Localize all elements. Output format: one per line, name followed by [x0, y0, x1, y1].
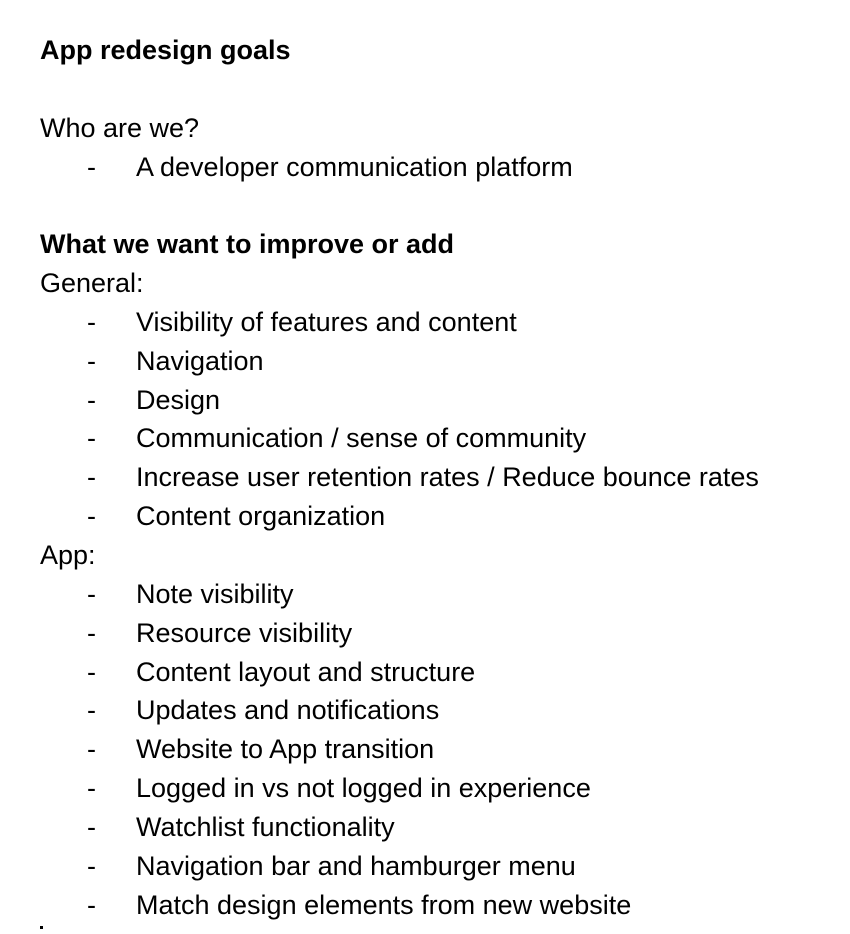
document-body [40, 31, 840, 924]
bullet-dash: - [87, 578, 96, 609]
list-item [40, 497, 840, 536]
bullet-dash: - [87, 734, 96, 765]
list-item [40, 847, 840, 886]
general-label: General: [40, 268, 144, 299]
list-item-text: Website to App transition [136, 734, 435, 765]
list-item-text: Visibility of features and content [136, 306, 517, 337]
list-item [40, 886, 840, 925]
who-heading: Who are we? [40, 112, 200, 143]
list-item-text: Content organization [136, 501, 386, 532]
list-item [40, 303, 840, 342]
general-list [40, 303, 840, 536]
bullet-dash: - [87, 345, 96, 376]
list-item-text: Navigation bar and hamburger menu [136, 850, 576, 881]
list-item [40, 458, 840, 497]
list-item [40, 730, 840, 769]
app-label: App: [40, 539, 96, 570]
who-list [40, 148, 840, 187]
list-item-text: Content layout and structure [136, 656, 476, 687]
list-item-text: Communication / sense of community [136, 423, 587, 454]
list-item-text: Updates and notifications [136, 695, 440, 726]
list-item-text: Design [136, 384, 221, 415]
list-item [40, 148, 840, 187]
bullet-dash: - [87, 617, 96, 648]
list-item-text: Note visibility [136, 578, 294, 609]
bullet-dash: - [87, 695, 96, 726]
improve-heading: What we want to improve or add [40, 229, 455, 260]
list-item-text: Resource visibility [136, 617, 353, 648]
list-item [40, 419, 840, 458]
list-item-text: A developer communication platform [136, 151, 573, 182]
list-item-text: Watchlist functionality [136, 811, 395, 842]
blank-line [40, 70, 840, 109]
list-item [40, 575, 840, 614]
bullet-dash: - [87, 889, 96, 920]
list-item-text: Match design elements from new website [136, 889, 632, 920]
list-item [40, 691, 840, 730]
list-item-text: Logged in vs not logged in experience [136, 773, 591, 804]
bullet-dash: - [87, 811, 96, 842]
document-title: App redesign goals [40, 35, 291, 65]
bullet-dash: - [87, 773, 96, 804]
list-item [40, 614, 840, 653]
bullet-dash: - [87, 501, 96, 532]
bullet-dash: - [87, 423, 96, 454]
blank-line [40, 186, 840, 225]
list-item-text: Increase user retention rates / Reduce bounce rates [136, 462, 759, 493]
list-item [40, 381, 840, 420]
bullet-dash: - [87, 850, 96, 881]
bullet-dash: - [87, 151, 96, 182]
bullet-dash: - [87, 656, 96, 687]
bullet-dash: - [87, 384, 96, 415]
cutoff-text-fragment [40, 926, 43, 929]
app-list [40, 575, 840, 925]
list-item [40, 653, 840, 692]
list-item [40, 769, 840, 808]
list-item-text: Navigation [136, 345, 264, 376]
bullet-dash: - [87, 462, 96, 493]
bullet-dash: - [87, 306, 96, 337]
list-item [40, 808, 840, 847]
list-item [40, 342, 840, 381]
